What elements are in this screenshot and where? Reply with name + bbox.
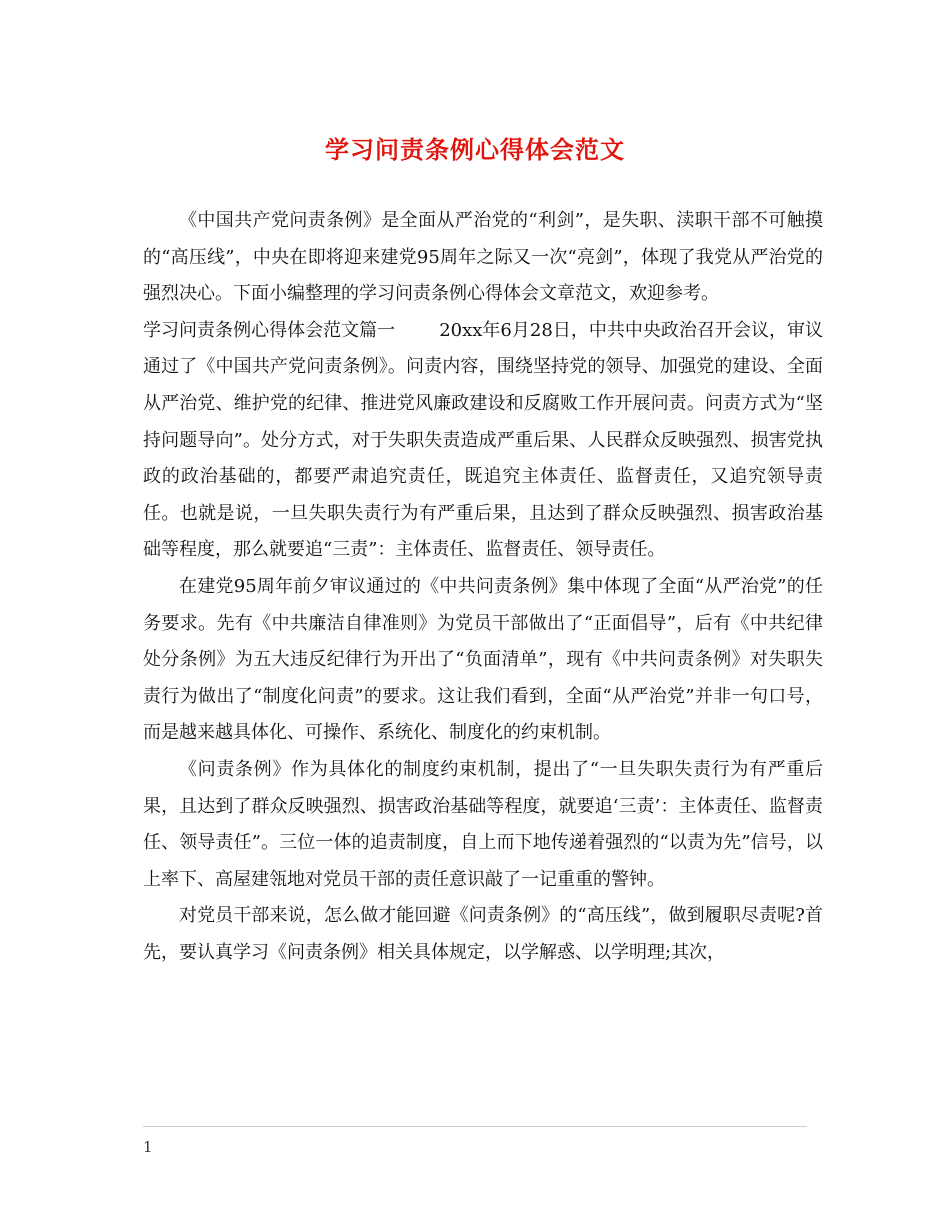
page-number: 1	[143, 1138, 153, 1156]
section-paragraph	[143, 313, 823, 569]
intro-paragraph: 《中国共产党问责条例》是全面从严治党的“利剑”，是失职、渎职干部不可触摸的“高压线”，中央在即将迎来建党95周年之际又一次“亮剑”，体现了我党从严治党的强烈决心。下面小编整理的学习问责条例心得体会文章范文，欢迎参考。	[143, 210, 823, 305]
footer-divider	[143, 1126, 807, 1127]
document-title: 学习问责条例心得体会范文	[325, 135, 625, 164]
body-paragraph: 在建党95周年前夕审议通过的《中共问责条例》集中体现了全面“从严治党”的任务要求。先有《中共廉洁自律准则》为党员干部做出了“正面倡导”，后有《中共纪律处分条例》为五大违反纪律行为开出了“负面清单”，现有《中共问责条例》对失职失责行为做出了“制度化问责”的要求。这让我们看到，全面“从严治党”并非一句口号，而是越来越具体化、可操作、系统化、制度化的约束机制。	[143, 575, 823, 744]
body-paragraph: 《问责条例》作为具体化的制度约束机制，提出了“一旦失职失责行为有严重后果，且达到了群众反映强烈、损害政治基础等程度，就要追‘三责’：主体责任、监督责任、领导责任”。三位一体的追责制度，自上而下地传递着强烈的“以责为先”信号，以上率下、高屋建瓴地对党员干部的责任意识敲了一记重重的警钟。	[143, 758, 823, 890]
body-paragraph: 对党员干部来说，怎么做才能回避《问责条例》的“高压线”，做到履职尽责呢?首先，要认真学习《问责条例》相关具体规定，以学解惑、以学明理;其次，	[143, 905, 823, 963]
section-first-text: 20xx年6月28日，中共中央政治召开会议，审议通过了《中国共产党问责条例》。问责内容，围绕坚持党的领导、加强党的建设、全面从严治党、维护党的纪律、推进党风廉政建设和反腐败工作开展问责。问责方式为“坚持问题导向”。处分方式，对于失职失责造成严重后果、人民群众反映强烈、损害党执政的政治基础的，都要严肃追究责任，既追究主体责任、监督责任，又追究领导责任。也就是说，一旦失职失责行为有严重后果，且达到了群众反映强烈、损害政治基础等程度，那么就要追“三责”：主体责任、监督责任、领导责任。	[143, 319, 824, 561]
section-heading: 学习问责条例心得体会范文篇一	[143, 319, 396, 341]
document-body	[143, 203, 823, 971]
